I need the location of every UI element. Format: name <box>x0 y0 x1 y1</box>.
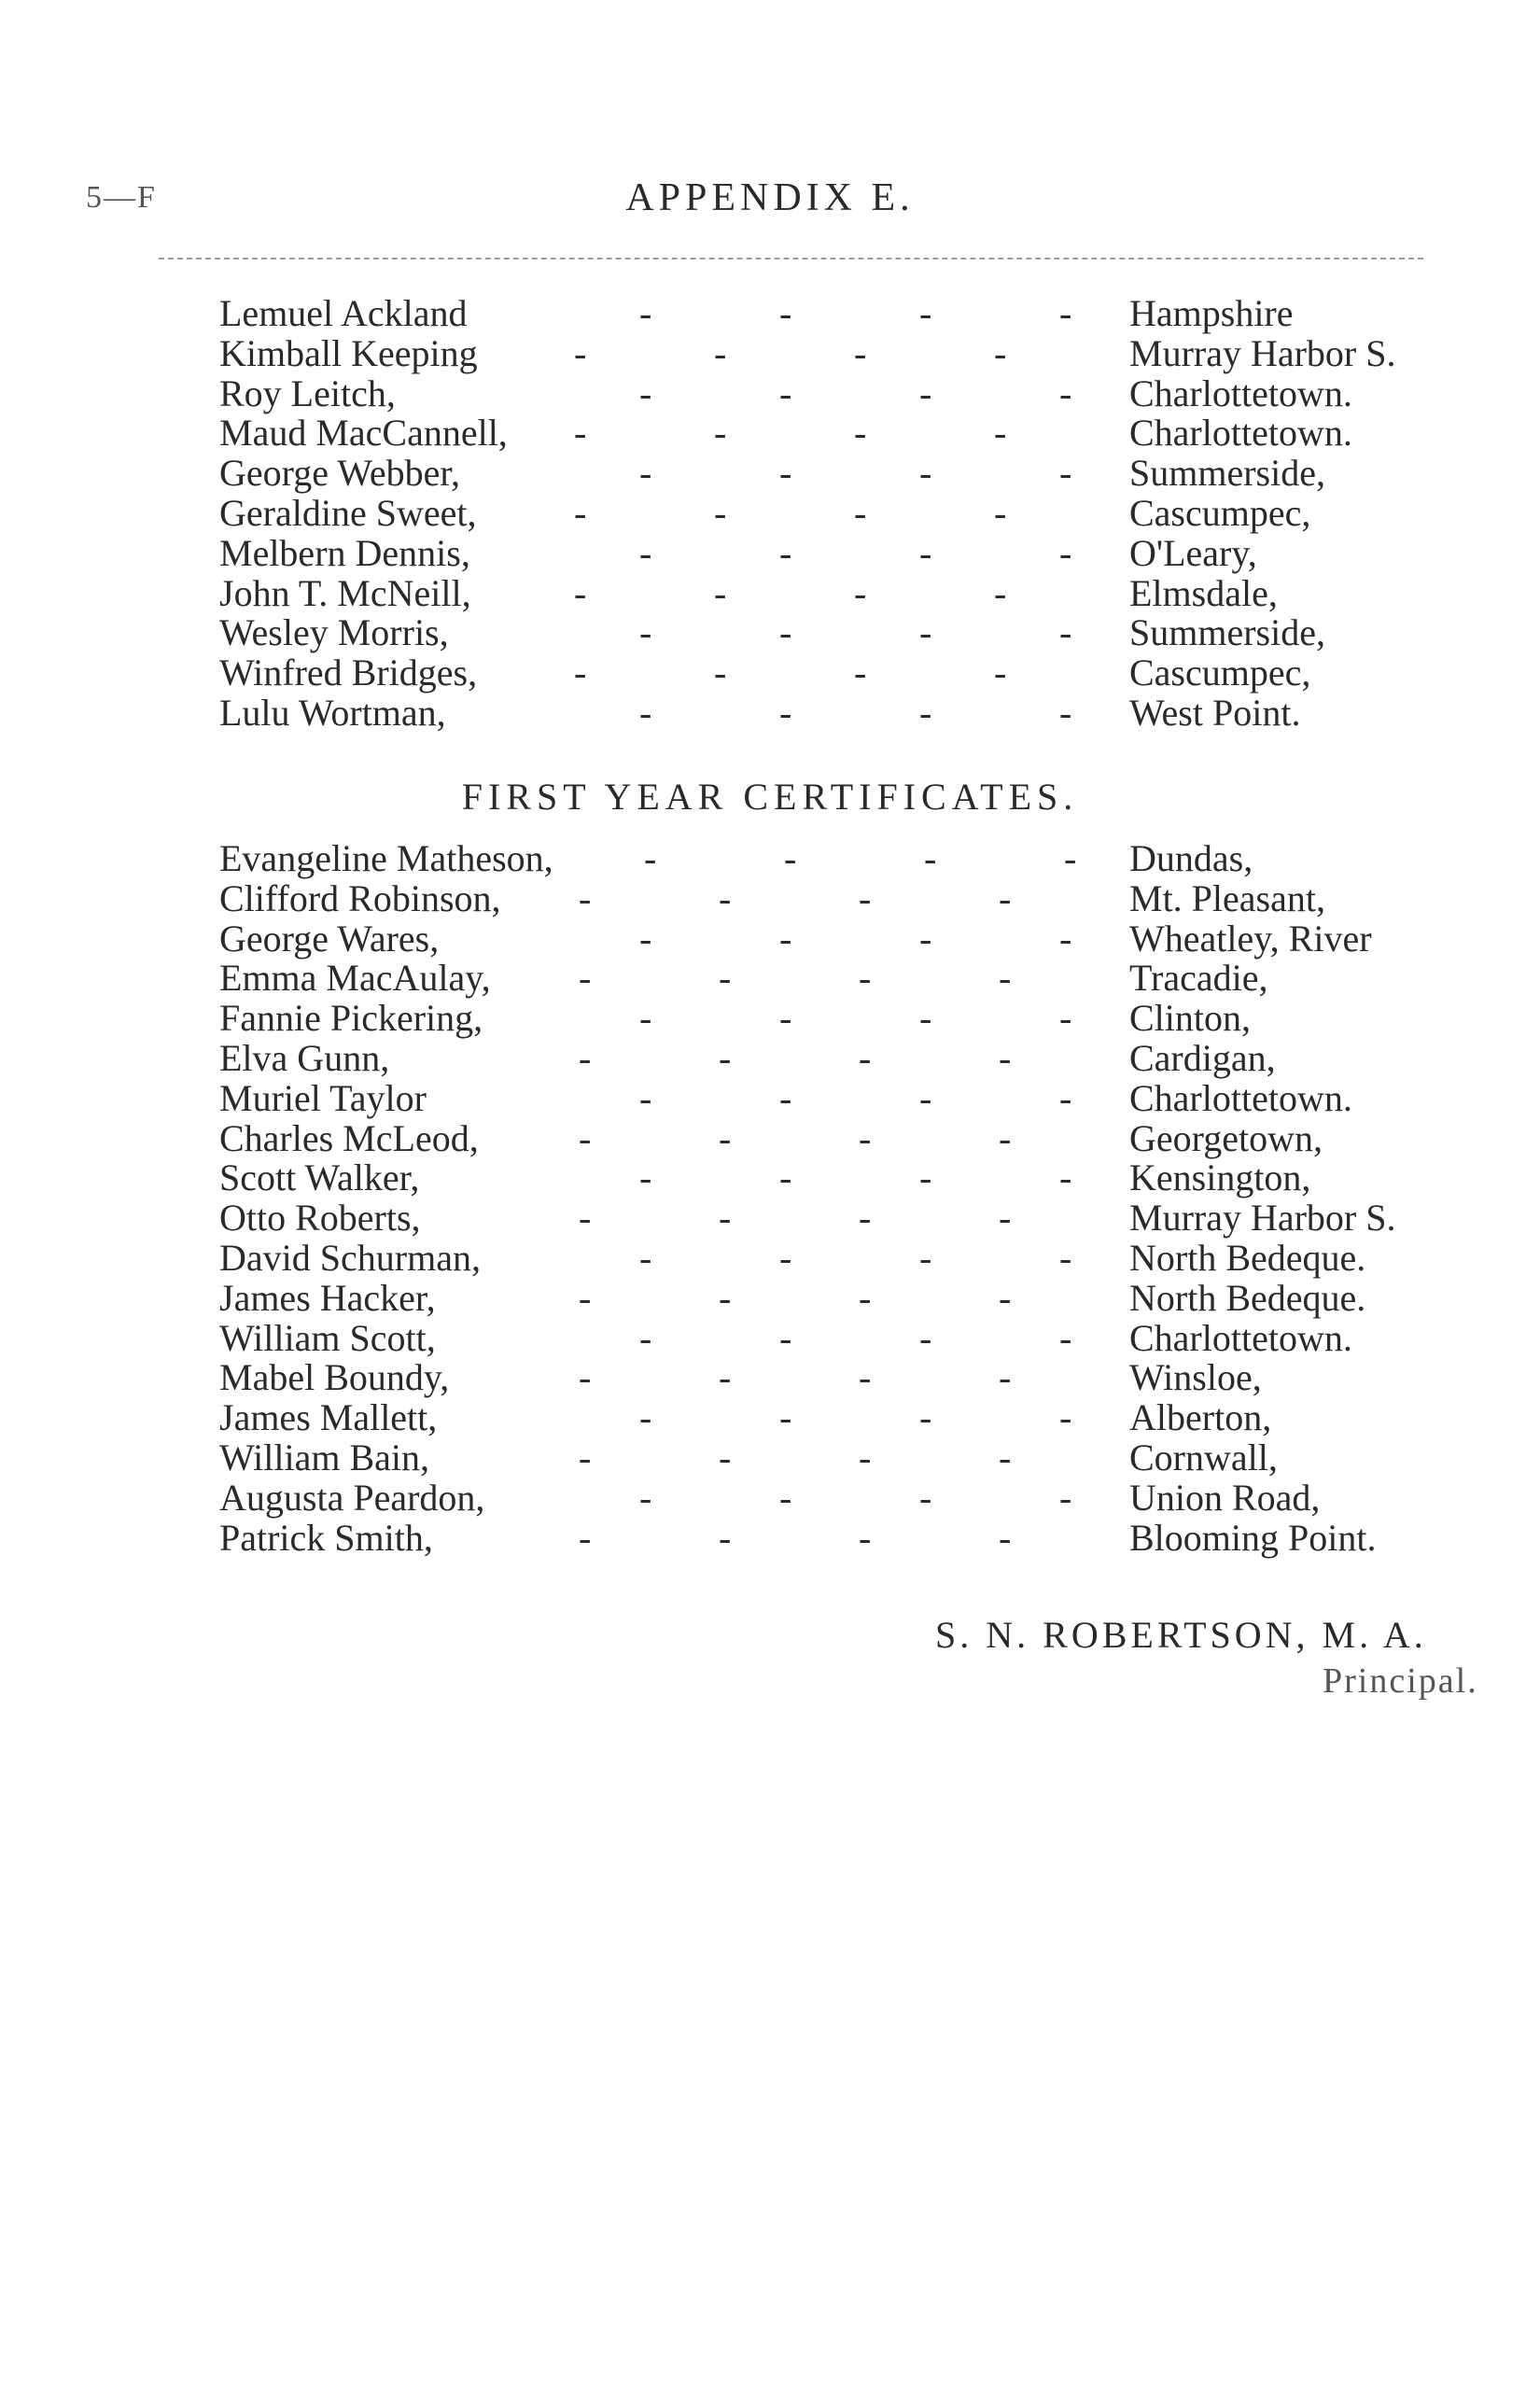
leader-dashes: - - - - <box>639 611 1072 654</box>
student-name: Maud MacCannell, <box>219 412 508 455</box>
student-name: James Hacker, <box>219 1276 436 1319</box>
second-list <box>219 839 1433 1558</box>
page-number: 5—F <box>86 180 157 215</box>
student-name: Fannie Pickering, <box>219 997 483 1040</box>
leader-dashes: - - - - <box>574 571 1007 614</box>
student-place: Charlottetown. <box>1129 1316 1352 1359</box>
student-place: Mt. Pleasant, <box>1129 876 1325 919</box>
list-item <box>219 1478 1433 1519</box>
list-item <box>219 1036 1433 1079</box>
signature-name: S. N. ROBERTSON, M. A. <box>935 1614 1427 1656</box>
leader-dashes: - - - - <box>574 652 1007 694</box>
leader-dashes: - - - - <box>579 1276 1012 1319</box>
list-item <box>219 294 1433 334</box>
student-place: Elmsdale, <box>1129 571 1278 614</box>
leader-dashes: - - - - <box>639 452 1072 495</box>
list-item <box>219 919 1433 960</box>
leader-dashes: - - - - <box>579 1516 1012 1559</box>
student-place: Tracadie, <box>1129 957 1268 1000</box>
leader-dashes: - - - - <box>639 1476 1072 1519</box>
list-item <box>219 839 1433 879</box>
leader-dashes: - - - - <box>579 1036 1012 1079</box>
student-name: Mabel Boundy, <box>219 1356 450 1399</box>
student-place: Cornwall, <box>1129 1436 1278 1478</box>
student-name: Lemuel Ackland <box>219 292 468 334</box>
leader-dashes: - - - - <box>639 1396 1072 1439</box>
student-name: George Wares, <box>219 917 440 960</box>
student-name: Kimball Keeping <box>219 331 478 374</box>
student-name: John T. McNeill, <box>219 571 471 614</box>
student-name: Otto Roberts, <box>219 1197 421 1240</box>
student-place: Hampshire <box>1129 292 1294 334</box>
student-place: Murray Harbor S. <box>1129 1197 1396 1240</box>
student-name: William Scott, <box>219 1316 436 1359</box>
student-place: Summerside, <box>1129 611 1325 654</box>
leader-dashes: - - - - <box>639 917 1072 960</box>
student-place: Cascumpec, <box>1129 652 1311 694</box>
leader-dashes: - - - - <box>579 876 1012 919</box>
list-item <box>219 1116 1433 1159</box>
list-item <box>219 371 1433 414</box>
leader-dashes: - - - - <box>579 1116 1012 1159</box>
student-place: Georgetown, <box>1129 1116 1323 1159</box>
student-name: Roy Leitch, <box>219 371 396 414</box>
student-name: Winfred Bridges, <box>219 652 478 694</box>
leader-dashes: - - - - <box>639 371 1072 414</box>
leader-dashes: - - - - <box>574 331 1007 374</box>
section-heading: FIRST YEAR CERTIFICATES. <box>461 776 1079 818</box>
signature-title: Principal. <box>1323 1661 1478 1701</box>
list-item <box>219 1236 1433 1279</box>
student-place: West Point. <box>1129 691 1301 734</box>
student-place: Winsloe, <box>1129 1356 1262 1399</box>
student-name: James Mallett, <box>219 1396 438 1439</box>
list-item <box>219 571 1433 614</box>
list-item <box>219 1076 1433 1119</box>
student-name: Scott Walker, <box>219 1156 420 1199</box>
student-name: Charles McLeod, <box>219 1116 479 1159</box>
student-name: Emma MacAulay, <box>219 957 491 1000</box>
student-place: Alberton, <box>1129 1396 1272 1439</box>
student-place: North Bedeque. <box>1129 1236 1366 1279</box>
list-item <box>219 1198 1433 1239</box>
student-place: Dundas, <box>1129 837 1253 879</box>
list-item <box>219 531 1433 574</box>
list-item <box>219 1276 1433 1319</box>
list-item <box>219 491 1433 534</box>
student-place: Clinton, <box>1129 997 1252 1040</box>
student-name: Evangeline Matheson, <box>219 837 553 879</box>
leader-dashes: - - - - <box>639 531 1072 574</box>
student-place: Blooming Point. <box>1129 1516 1377 1559</box>
student-place: Charlottetown. <box>1129 371 1352 414</box>
list-item <box>219 1398 1433 1438</box>
first-list <box>219 294 1433 734</box>
leader-dashes: - - - - <box>639 292 1072 334</box>
list-item <box>219 1316 1433 1359</box>
leader-dashes: - - - - <box>644 837 1077 879</box>
student-place: O'Leary, <box>1129 531 1257 574</box>
list-item <box>219 1516 1433 1559</box>
leader-dashes: - - - - <box>574 491 1007 534</box>
student-name: Augusta Peardon, <box>219 1476 485 1519</box>
student-name: George Webber, <box>219 452 461 495</box>
student-name: Geraldine Sweet, <box>219 491 477 534</box>
student-name: Muriel Taylor <box>219 1076 427 1119</box>
leader-dashes: - - - - <box>639 1316 1072 1359</box>
list-item <box>219 653 1433 694</box>
student-name: Elva Gunn, <box>219 1036 390 1079</box>
page-title: APPENDIX E. <box>625 176 915 219</box>
student-place: Charlottetown. <box>1129 1076 1352 1119</box>
leader-dashes: - - - - <box>639 1236 1072 1279</box>
list-item <box>219 613 1433 653</box>
leader-dashes: - - - - <box>579 1197 1012 1240</box>
leader-dashes: - - - - <box>579 1436 1012 1478</box>
list-item <box>219 999 1433 1039</box>
student-name: Patrick Smith, <box>219 1516 433 1559</box>
student-place: Wheatley, River <box>1129 917 1372 960</box>
student-name: Wesley Morris, <box>219 611 449 654</box>
leader-dashes: - - - - <box>579 1356 1012 1399</box>
student-place: Charlottetown. <box>1129 412 1352 455</box>
leader-dashes: - - - - <box>574 412 1007 455</box>
student-name: William Bain, <box>219 1436 430 1478</box>
student-name: Clifford Robinson, <box>219 876 501 919</box>
list-item <box>219 876 1433 919</box>
list-item <box>219 1158 1433 1198</box>
student-place: Cardigan, <box>1129 1036 1276 1079</box>
student-place: Summerside, <box>1129 452 1325 495</box>
student-place: Murray Harbor S. <box>1129 331 1396 374</box>
list-item <box>219 959 1433 999</box>
header-rule <box>159 258 1423 259</box>
list-item <box>219 413 1433 454</box>
student-name: David Schurman, <box>219 1236 481 1279</box>
list-item <box>219 454 1433 494</box>
leader-dashes: - - - - <box>579 957 1012 1000</box>
leader-dashes: - - - - <box>639 997 1072 1040</box>
student-place: Union Road, <box>1129 1476 1321 1519</box>
student-name: Lulu Wortman, <box>219 691 446 734</box>
leader-dashes: - - - - <box>639 691 1072 734</box>
list-item <box>219 331 1433 374</box>
student-place: Kensington, <box>1129 1156 1311 1199</box>
leader-dashes: - - - - <box>639 1076 1072 1119</box>
list-item <box>219 1358 1433 1398</box>
list-item <box>219 691 1433 734</box>
student-name: Melbern Dennis, <box>219 531 470 574</box>
student-place: North Bedeque. <box>1129 1276 1366 1319</box>
student-place: Cascumpec, <box>1129 491 1311 534</box>
leader-dashes: - - - - <box>639 1156 1072 1199</box>
list-item <box>219 1438 1433 1478</box>
